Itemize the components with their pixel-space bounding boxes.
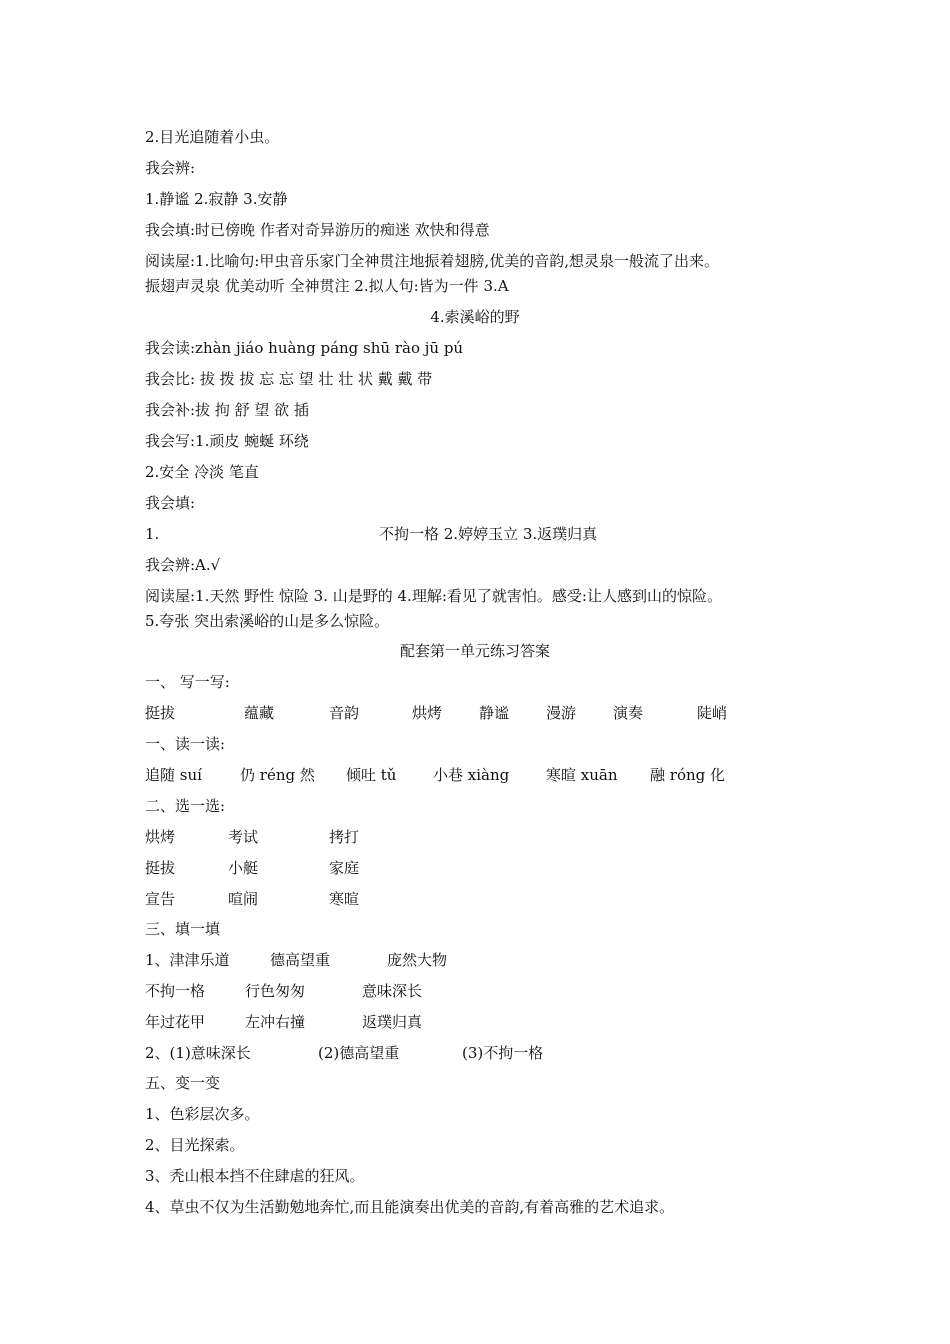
word-item: 年过花甲: [145, 1013, 206, 1031]
subsection-label: 一、 写一写:: [145, 673, 230, 691]
word-item: 挺拔: [145, 704, 176, 722]
word-item: 追随 suí: [145, 766, 202, 784]
word-item: (2)德高望重: [318, 1044, 400, 1062]
word-item: 返璞归真: [362, 1013, 423, 1031]
word-item: 小艇: [228, 859, 259, 877]
word-item: 挺拔: [145, 859, 176, 877]
word-item: 蕴藏: [244, 704, 275, 722]
word-item: 烘烤: [412, 704, 443, 722]
word-item: 庞然大物: [387, 951, 448, 969]
answer-line: 阅读屋:1.比喻句:甲虫音乐家门全神贯注地振着翅膀,优美的音韵,想灵泉一般流了出来。: [145, 252, 719, 270]
answer-line: 我会读:zhàn jiáo huàng páng shū rào jū pú: [145, 339, 464, 357]
word-item: 倾吐 tǔ: [346, 766, 397, 784]
word-item: 寒暄: [329, 890, 360, 908]
word-item: 演奏: [613, 704, 644, 722]
word-item: 不拘一格: [145, 982, 206, 1000]
word-item: 德高望重: [270, 951, 331, 969]
answer-line: 不拘一格 2.婷婷玉立 3.返璞归真: [379, 525, 598, 543]
answer-line: 我会辨:: [145, 159, 196, 177]
word-item: 拷打: [329, 828, 360, 846]
word-item: 仍 réng 然: [240, 766, 315, 784]
word-item: 意味深长: [362, 982, 423, 1000]
word-item: 寒暄 xuān: [546, 766, 618, 784]
word-item: 喧闹: [228, 890, 259, 908]
answer-line: 2.目光追随着小虫。: [145, 128, 280, 146]
word-item: (3)不拘一格: [462, 1044, 544, 1062]
word-item: 音韵: [329, 704, 360, 722]
word-item: 宣告: [145, 890, 176, 908]
answer-line: 1、色彩层次多。: [145, 1105, 260, 1123]
answer-line: 振翅声灵泉 优美动听 全神贯注 2.拟人句:皆为一件 3.A: [145, 277, 509, 295]
answer-line: 3、秃山根本挡不住肆虐的狂风。: [145, 1167, 365, 1185]
answer-line: 2、目光探索。: [145, 1136, 245, 1154]
answer-line: 阅读屋:1.天然 野性 惊险 3. 山是野的 4.理解:看见了就害怕。感受:让人感到山的惊险。: [145, 587, 722, 605]
subsection-label: 一、读一读:: [145, 735, 226, 753]
subsection-label: 二、选一选:: [145, 797, 226, 815]
word-item: 考试: [228, 828, 259, 846]
answer-line: 4、草虫不仅为生活勤勉地奔忙,而且能演奏出优美的音韵,有着高雅的艺术追求。: [145, 1198, 675, 1216]
subsection-label: 五、变一变: [145, 1074, 221, 1092]
answer-line: 2.安全 冷淡 笔直: [145, 463, 259, 481]
word-item: 融 róng 化: [650, 766, 726, 784]
word-item: 静谧: [479, 704, 510, 722]
word-item: 2、(1)意味深长: [145, 1044, 251, 1062]
answer-line: 我会写:1.顽皮 蜿蜒 环绕: [145, 432, 309, 450]
word-item: 左冲右撞: [245, 1013, 306, 1031]
word-item: 行色匆匆: [245, 982, 306, 1000]
answer-line: 1.静谧 2.寂静 3.安静: [145, 190, 288, 208]
word-item: 家庭: [329, 859, 360, 877]
answer-line: 5.夸张 突出索溪峪的山是多么惊险。: [145, 612, 390, 630]
answer-line: 我会辨:A.√: [145, 556, 221, 574]
section-title: 4.索溪峪的野: [430, 308, 520, 326]
word-item: 烘烤: [145, 828, 176, 846]
word-item: 陡峭: [697, 704, 728, 722]
answer-line: 我会填:: [145, 494, 196, 512]
word-item: 小巷 xiàng: [433, 766, 510, 784]
answer-line: 我会补:拔 拘 舒 望 欲 插: [145, 401, 309, 419]
answer-line: 1.: [145, 525, 160, 543]
answer-line: 我会填:时已傍晚 作者对奇异游历的痴迷 欢快和得意: [145, 221, 490, 239]
subsection-label: 三、填一填: [145, 920, 221, 938]
word-item: 漫游: [546, 704, 577, 722]
section-title: 配套第一单元练习答案: [399, 642, 550, 660]
word-item: 1、津津乐道: [145, 951, 230, 969]
answer-line: 我会比: 拔 拨 拔 忘 忘 望 壮 壮 状 戴 戴 带: [145, 370, 433, 388]
